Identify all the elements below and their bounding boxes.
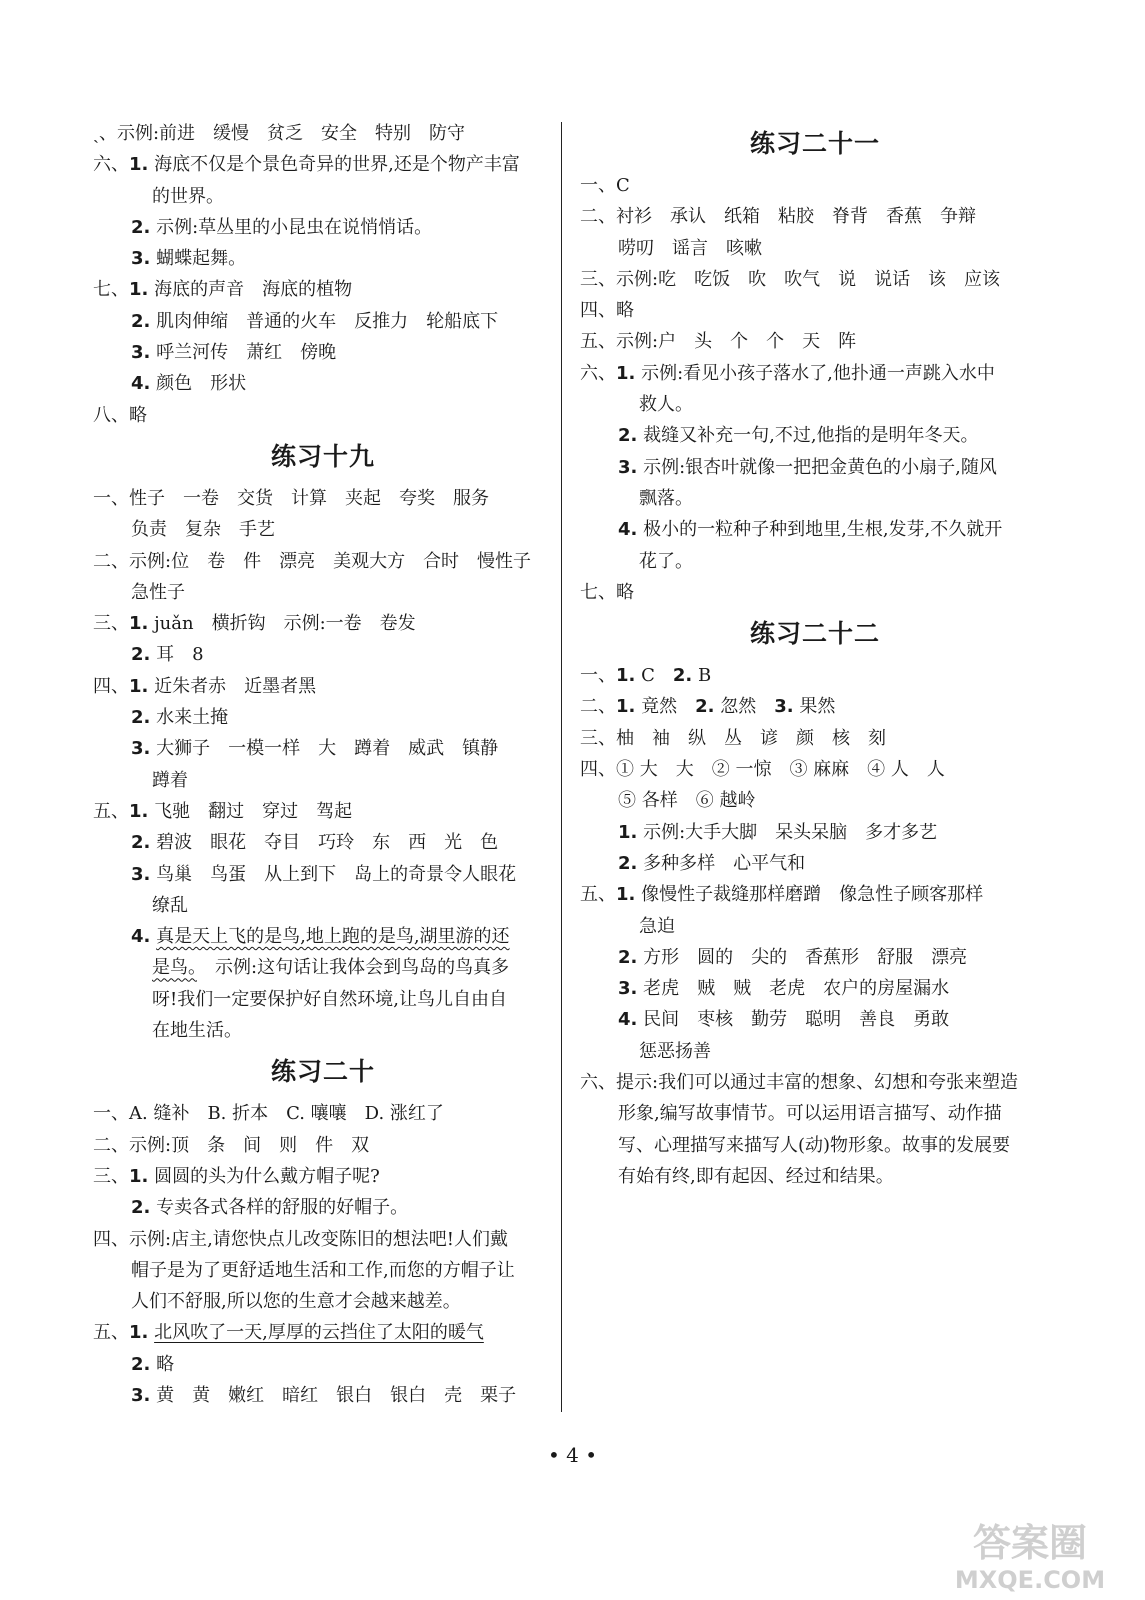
item-number: 1. bbox=[129, 1165, 149, 1187]
answer-line bbox=[93, 1349, 553, 1380]
column-divider bbox=[561, 122, 562, 1412]
line-text: 示例:草丛里的小昆虫在说悄悄话。 bbox=[150, 216, 433, 238]
answer-line bbox=[580, 942, 1050, 973]
line-text: 写、心理描写来描写人(动)物形象。故事的发展要 bbox=[618, 1134, 1011, 1156]
answer-line bbox=[580, 483, 1050, 514]
answer-line bbox=[93, 827, 553, 858]
line-text: ˎ、示例:前进 缓慢 贫乏 安全 特别 防守 bbox=[93, 123, 466, 144]
line-text: 急迫 bbox=[639, 915, 675, 937]
line-text: 一、A. 缝补 B. 折本 C. 嚷嚷 D. 涨红了 bbox=[93, 1103, 444, 1125]
item-number: 2. bbox=[131, 707, 151, 729]
line-text: 像慢性子裁缝那样磨蹭 像急性子顾客那样 bbox=[635, 884, 984, 906]
section-title: 练习二十 bbox=[270, 1057, 375, 1087]
line-text: 帽子是为了更舒适地生活和工作,而您的方帽子让 bbox=[131, 1259, 515, 1281]
line-text: 飘落。 bbox=[639, 487, 693, 509]
answer-line bbox=[93, 1098, 553, 1129]
page-number: • 4 • bbox=[547, 1443, 598, 1467]
answer-line bbox=[580, 264, 1050, 295]
item-number: 3. bbox=[131, 342, 151, 364]
line-text: 六、提示:我们可以通过丰富的想象、幻想和夸张来塑造 bbox=[580, 1072, 1019, 1094]
line-text: 二、示例:位 卷 件 漂亮 美观大方 合时 慢性子 bbox=[93, 550, 532, 572]
answer-line bbox=[580, 879, 1050, 910]
line-text: 五、 bbox=[93, 1322, 129, 1344]
item-number: 2. bbox=[672, 665, 693, 687]
item-number: 1. bbox=[129, 1322, 149, 1344]
line-text: 黄 黄 嫩红 暗红 银白 银白 壳 栗子 bbox=[150, 1384, 517, 1406]
answer-line bbox=[580, 1004, 1050, 1035]
line-text: 大狮子 一模一样 大 蹲着 威武 镇静 bbox=[150, 738, 499, 760]
answer-line bbox=[93, 368, 553, 399]
line-text: 缭乱 bbox=[152, 894, 188, 916]
line-text: 耳 8 bbox=[150, 644, 204, 666]
answer-line bbox=[580, 233, 1050, 264]
item-number: 2. bbox=[618, 425, 638, 447]
answer-line bbox=[580, 817, 1050, 848]
answer-line bbox=[93, 608, 553, 639]
section-title: 练习二十二 bbox=[749, 619, 880, 649]
answer-line bbox=[93, 1192, 553, 1223]
answer-line bbox=[93, 952, 553, 983]
line-text: 鸟巢 鸟蛋 从上到下 岛上的奇景令人眼花 bbox=[150, 863, 517, 885]
item-number: 4. bbox=[131, 926, 151, 948]
line-text: 示例:大手大脚 呆头呆脑 多才多艺 bbox=[637, 821, 938, 843]
item-number: 3. bbox=[131, 248, 151, 270]
line-text: 示例:这句话让我体会到鸟岛的鸟真多 bbox=[197, 957, 510, 979]
answer-line bbox=[580, 201, 1050, 232]
line-text: 救人。 bbox=[639, 394, 693, 416]
line-text: 七、 bbox=[93, 279, 129, 301]
marked-text: 北风吹了一天,厚厚的云挡住了太阳的暖气 bbox=[154, 1322, 484, 1344]
line-text: 民间 枣核 勤劳 聪明 善良 勇敢 bbox=[637, 1009, 950, 1031]
line-text: 方形 圆的 尖的 香蕉形 舒服 漂亮 bbox=[637, 946, 968, 968]
item-number: 3. bbox=[131, 738, 151, 760]
item-number: 1. bbox=[616, 665, 636, 687]
answer-line bbox=[580, 326, 1050, 357]
item-number: 3. bbox=[618, 456, 638, 478]
line-text: 三、示例:吃 吃饭 吹 吹气 说 说话 该 应该 bbox=[580, 268, 1001, 290]
answer-line bbox=[93, 1224, 553, 1255]
line-text: 负责 复杂 手艺 bbox=[131, 519, 275, 541]
item-number: 3. bbox=[774, 696, 794, 718]
answer-line bbox=[580, 723, 1050, 754]
answer-line bbox=[580, 1161, 1050, 1192]
answer-line bbox=[93, 921, 553, 952]
answer-line bbox=[93, 1255, 553, 1286]
answer-line bbox=[93, 181, 553, 212]
line-text: 忽然 bbox=[714, 696, 775, 718]
line-text: 急性子 bbox=[131, 581, 185, 603]
line-text: 人们不舒服,所以您的生意才会越来越差。 bbox=[131, 1291, 461, 1313]
marked-text: 是鸟。 bbox=[152, 957, 197, 979]
answer-line bbox=[580, 452, 1050, 483]
item-number: 2. bbox=[695, 696, 715, 718]
line-text: 一、性子 一卷 交货 计算 夹起 夸奖 服务 bbox=[93, 487, 489, 509]
answer-line bbox=[93, 1161, 553, 1192]
line-text: 示例:看见小孩子落水了,他扑通一声跳入水中 bbox=[635, 362, 995, 384]
line-text: 竟然 bbox=[635, 696, 696, 718]
item-number: 3. bbox=[131, 1384, 151, 1406]
line-text: 一、 bbox=[580, 665, 616, 687]
line-text: 的世界。 bbox=[152, 185, 224, 207]
answer-line bbox=[93, 483, 553, 514]
line-text: 海底的声音 海底的植物 bbox=[148, 279, 353, 301]
answer-line bbox=[580, 358, 1050, 389]
answer-line bbox=[93, 243, 553, 274]
answer-line bbox=[580, 660, 1050, 691]
line-text: 蹲着 bbox=[152, 769, 188, 791]
section-title: 练习十九 bbox=[270, 441, 375, 471]
answer-line bbox=[93, 1317, 553, 1348]
item-number: 1. bbox=[616, 362, 636, 384]
line-text: 二、衬衫 承认 纸箱 粘胶 脊背 香蕉 争辩 bbox=[580, 206, 976, 228]
line-text: 二、 bbox=[580, 696, 616, 718]
line-text: 八、略 bbox=[93, 404, 147, 426]
line-text: 二、示例:顶 条 间 则 件 双 bbox=[93, 1134, 370, 1156]
line-text: 四、① 大 大 ② 一惊 ③ 麻麻 ④ 人 人 bbox=[580, 759, 945, 781]
item-number: 2. bbox=[131, 310, 151, 332]
line-text: 六、 bbox=[93, 154, 129, 176]
answer-line bbox=[580, 170, 1050, 201]
line-text: 略 bbox=[150, 1353, 175, 1375]
line-text: 老虎 贼 贼 老虎 农户的房屋漏水 bbox=[637, 978, 950, 1000]
line-text: 花了。 bbox=[639, 550, 693, 572]
line-text: 圆圆的头为什么戴方帽子呢? bbox=[148, 1165, 380, 1187]
item-number: 1. bbox=[616, 696, 636, 718]
answer-line bbox=[93, 796, 553, 827]
item-number: 2. bbox=[131, 216, 151, 238]
line-text: 五、 bbox=[580, 884, 616, 906]
line-text: ⑤ 各样 ⑥ 越岭 bbox=[618, 790, 756, 812]
answer-line bbox=[580, 546, 1050, 577]
item-number: 1. bbox=[129, 800, 149, 822]
line-text: 在地生活。 bbox=[152, 1020, 242, 1042]
answer-line bbox=[93, 149, 553, 180]
line-text: 六、 bbox=[580, 362, 616, 384]
line-text: 示例:银杏叶就像一把把金黄色的小扇子,随风 bbox=[637, 456, 997, 478]
item-number: 2. bbox=[618, 946, 638, 968]
line-text: 四、示例:店主,请您快点儿改变陈旧的想法吧!人们戴 bbox=[93, 1228, 509, 1250]
item-number: 4. bbox=[618, 1009, 638, 1031]
line-text: 五、 bbox=[93, 800, 129, 822]
line-text: 三、 bbox=[93, 1165, 129, 1187]
answer-line bbox=[93, 1380, 553, 1411]
line-text: 呀!我们一定要保护好自然环境,让鸟儿自由自 bbox=[152, 988, 507, 1010]
answer-line bbox=[93, 765, 553, 796]
answer-line bbox=[93, 1286, 553, 1317]
line-text: 七、略 bbox=[580, 581, 634, 603]
answer-line bbox=[580, 420, 1050, 451]
answer-line bbox=[580, 785, 1050, 816]
watermark-logo bbox=[935, 1512, 1125, 1594]
item-number: 4. bbox=[618, 519, 638, 541]
answer-line bbox=[93, 274, 553, 305]
answer-line bbox=[93, 702, 553, 733]
item-number: 2. bbox=[131, 644, 151, 666]
item-number: 2. bbox=[131, 1353, 151, 1375]
line-text: 果然 bbox=[793, 696, 836, 718]
item-number: 1. bbox=[129, 675, 149, 697]
answer-line bbox=[93, 212, 553, 243]
answer-line bbox=[580, 295, 1050, 326]
line-text: 三、柚 袖 纵 丛 谚 颜 核 刻 bbox=[580, 727, 886, 749]
line-text: C bbox=[635, 665, 673, 687]
answer-line bbox=[580, 848, 1050, 879]
answer-line bbox=[580, 389, 1050, 420]
answer-line bbox=[580, 691, 1050, 722]
line-text: 海底不仅是个景色奇异的世界,还是个物产丰富 bbox=[148, 154, 520, 176]
line-text: 有始有终,即有起因、经过和结果。 bbox=[618, 1165, 894, 1187]
line-text: 碧波 眼花 夺目 巧玲 东 西 光 色 bbox=[150, 832, 499, 854]
item-number: 1. bbox=[129, 279, 149, 301]
right-column bbox=[580, 118, 1050, 1192]
item-number: 4. bbox=[131, 373, 151, 395]
watermark-top: 答案圈 bbox=[972, 1521, 1088, 1565]
line-text: 颜色 形状 bbox=[150, 373, 247, 395]
line-text: 肌肉伸缩 普通的火车 反推力 轮船底下 bbox=[150, 310, 499, 332]
answer-line bbox=[580, 1130, 1050, 1161]
line-text: 四、 bbox=[93, 675, 129, 697]
line-text: 蝴蝶起舞。 bbox=[150, 248, 247, 270]
line-text: 四、略 bbox=[580, 300, 634, 322]
line-text: 水来土掩 bbox=[150, 707, 229, 729]
line-text: 三、 bbox=[93, 613, 129, 635]
line-text: 呼兰河传 萧红 傍晚 bbox=[150, 342, 337, 364]
answer-line bbox=[93, 546, 553, 577]
line-text: 专卖各式各样的舒服的好帽子。 bbox=[150, 1197, 409, 1219]
item-number: 2. bbox=[618, 852, 638, 874]
answer-line bbox=[93, 859, 553, 890]
line-text: 飞驰 翻过 穿过 驾起 bbox=[148, 800, 353, 822]
answer-line bbox=[580, 754, 1050, 785]
line-text: 裁缝又补充一句,不过,他指的是明年冬天。 bbox=[637, 425, 979, 447]
line-text: 极小的一粒种子种到地里,生根,发芽,不久就开 bbox=[637, 519, 1003, 541]
answer-line bbox=[93, 306, 553, 337]
item-number: 2. bbox=[131, 1197, 151, 1219]
left-column bbox=[93, 118, 553, 1411]
line-text: 一、C bbox=[580, 175, 630, 196]
line-text: 近朱者赤 近墨者黑 bbox=[148, 675, 317, 697]
answer-line bbox=[93, 984, 553, 1015]
section-title: 练习二十一 bbox=[749, 129, 880, 158]
answer-line bbox=[580, 911, 1050, 942]
item-number: 1. bbox=[129, 613, 149, 635]
item-number: 3. bbox=[618, 978, 638, 1000]
answer-line bbox=[580, 1036, 1050, 1067]
answer-line bbox=[93, 890, 553, 921]
line-text: 惩恶扬善 bbox=[639, 1040, 711, 1062]
watermark-bottom: MXQE.COM bbox=[954, 1566, 1106, 1594]
item-number: 1. bbox=[618, 821, 638, 843]
line-text: juǎn 横折钩 示例:一卷 卷发 bbox=[148, 613, 416, 635]
line-text: B bbox=[692, 665, 712, 687]
answer-line bbox=[93, 1130, 553, 1161]
answer-line bbox=[93, 577, 553, 608]
answer-line bbox=[93, 514, 553, 545]
answer-line bbox=[580, 973, 1050, 1004]
line-text: 形象,编写故事情节。可以运用语言描写、动作描 bbox=[618, 1103, 1002, 1125]
item-number: 2. bbox=[131, 832, 151, 854]
answer-line bbox=[580, 577, 1050, 608]
answer-line bbox=[93, 639, 553, 670]
answer-line bbox=[93, 400, 553, 431]
answer-line bbox=[580, 1098, 1050, 1129]
answer-line bbox=[93, 1015, 553, 1046]
line-text: 唠叨 谣言 咳嗽 bbox=[618, 237, 762, 259]
line-text: 五、示例:户 头 个 个 天 阵 bbox=[580, 331, 857, 353]
answer-line bbox=[93, 733, 553, 764]
item-number: 1. bbox=[616, 884, 636, 906]
marked-text: 真是天上飞的是鸟,地上跑的是鸟,湖里游的还 bbox=[156, 926, 510, 948]
answer-line bbox=[93, 337, 553, 368]
item-number: 1. bbox=[129, 154, 149, 176]
answer-line bbox=[93, 118, 553, 149]
answer-line bbox=[580, 1067, 1050, 1098]
item-number: 3. bbox=[131, 863, 151, 885]
answer-line bbox=[93, 671, 553, 702]
answer-line bbox=[580, 514, 1050, 545]
line-text: 多种多样 心平气和 bbox=[637, 852, 806, 874]
